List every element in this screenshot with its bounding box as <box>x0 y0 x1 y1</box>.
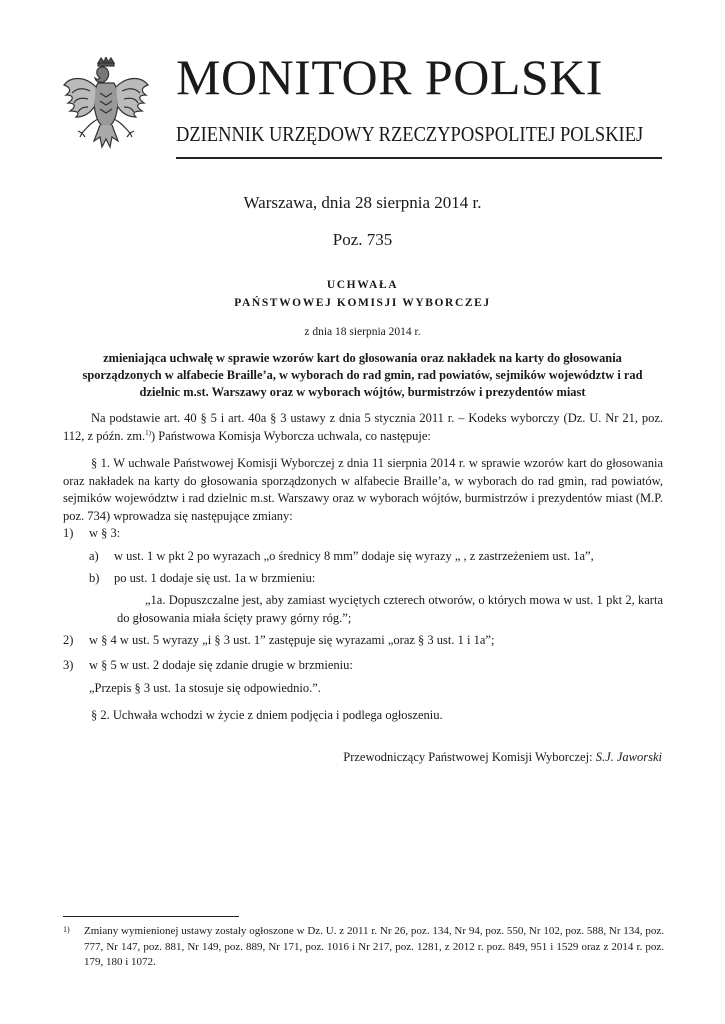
signature <box>343 750 662 765</box>
item-1a-text: w ust. 1 w pkt 2 po wyrazach „o średnicy 8 mm” dodaje się wyrazy „ , z zastrzeżeniem ust. 1a”, <box>114 549 594 563</box>
item-1b-quote: „1a. Dopuszczalne jest, aby zamiast wyciętych czterech otworów, o których mowa w ust. 1 pkt 2, karta do głosowania miała ścięty prawy górny róg.”; <box>117 593 663 625</box>
item-3-number: 3) <box>63 658 74 672</box>
signature-role: Przewodniczący Państwowej Komisji Wyborczej: <box>343 750 593 764</box>
footnote-reference: 1) <box>145 428 151 437</box>
item-2-text: w § 4 w ust. 5 wyrazy „i § 3 ust. 1” zastępuje się wyrazami „oraz § 3 ust. 1 i 1a”; <box>89 633 495 647</box>
item-2-number: 2) <box>63 633 74 647</box>
act-type: UCHWAŁA <box>326 279 399 291</box>
item-1-number: 1) <box>63 526 74 540</box>
masthead-rule <box>176 157 662 159</box>
act-issuer: PAŃSTWOWEJ KOMISJI WYBORCZEJ <box>234 297 491 309</box>
item-1b-text: po ust. 1 dodaje się ust. 1a w brzmieniu: <box>114 571 316 585</box>
footnote-mark: 1) <box>63 925 70 934</box>
footnote-text: Zmiany wymienionej ustawy zostały ogłoszone w Dz. U. z 2011 r. Nr 26, poz. 134, Nr 94, poz. 550, Nr 102, poz. 588, Nr 134, poz. 777, Nr 147, poz. 881, Nr 149, poz. 889, Nr 171, poz. 1016 i Nr 217, poz. 1281, z 2012 r. poz. 849, 951 i 1529 oraz z 2014 r. poz. 179, 180 i 1072. <box>84 925 664 968</box>
issue-position: Poz. 735 <box>332 230 393 249</box>
act-date: z dnia 18 sierpnia 2014 r. <box>304 326 421 338</box>
item-3-text: w § 5 w ust. 2 dodaje się zdanie drugie w brzmieniu: <box>89 658 353 672</box>
masthead-subtitle: DZIENNIK URZĘDOWY RZECZYPOSPOLITEJ POLSKIEJ <box>176 122 644 146</box>
signature-name: S.J. Jaworski <box>595 750 662 764</box>
item-1b-letter: b) <box>89 571 100 585</box>
issue-date: Warszawa, dnia 28 sierpnia 2014 r. <box>243 193 482 212</box>
item-1a-letter: a) <box>89 549 99 563</box>
act-title: zmieniająca uchwałę w sprawie wzorów kart do głosowania oraz nakładek na karty do głosowania sporządzonych w alfabecie Braille’a, w wyborach do rad gmin, rad powiatów, sejmików województw i rad dzielnic m.st. Warszawy oraz w wyborach wójtów, burmistrzów i prezydentów miast <box>82 351 643 399</box>
masthead-title: MONITOR POLSKI <box>176 49 603 105</box>
footnote-rule <box>63 916 239 917</box>
section-1-paragraph: § 1. W uchwale Państwowej Komisji Wyborczej z dnia 11 sierpnia 2014 r. w sprawie wzorów kart do głosowania oraz nakładek na karty do głosowania sporządzonych w alfabecie Braille’a, w wyborach do rad gmin, rad powiatów, sejmików województw i rad dzielnic m.st. Warszawy oraz w wyborach wójtów, burmistrzów i prezydentów miast (M.P. poz. 734) wprowadza się następujące zmiany: <box>63 456 663 523</box>
legal-basis-paragraph <box>63 410 663 445</box>
legal-basis-text-end: ) Państwowa Komisja Wyborcza uchwala, co następuje: <box>151 428 431 443</box>
item-3-quote: „Przepis § 3 ust. 1a stosuje się odpowiednio.”. <box>89 681 321 695</box>
polish-eagle-emblem <box>60 57 152 161</box>
legal-basis-text-start: Na podstawie art. 40 § 5 i art. 40a § 3 ustawy z dnia 5 stycznia 2011 r. – Kodeks wyborczy (Dz. U. Nr 21, poz. 112, z późn. zm. <box>63 411 663 443</box>
section-2-paragraph: § 2. Uchwała wchodzi w życie z dniem podjęcia i podlega ogłoszeniu. <box>91 708 443 722</box>
item-1-text: w § 3: <box>89 526 121 540</box>
